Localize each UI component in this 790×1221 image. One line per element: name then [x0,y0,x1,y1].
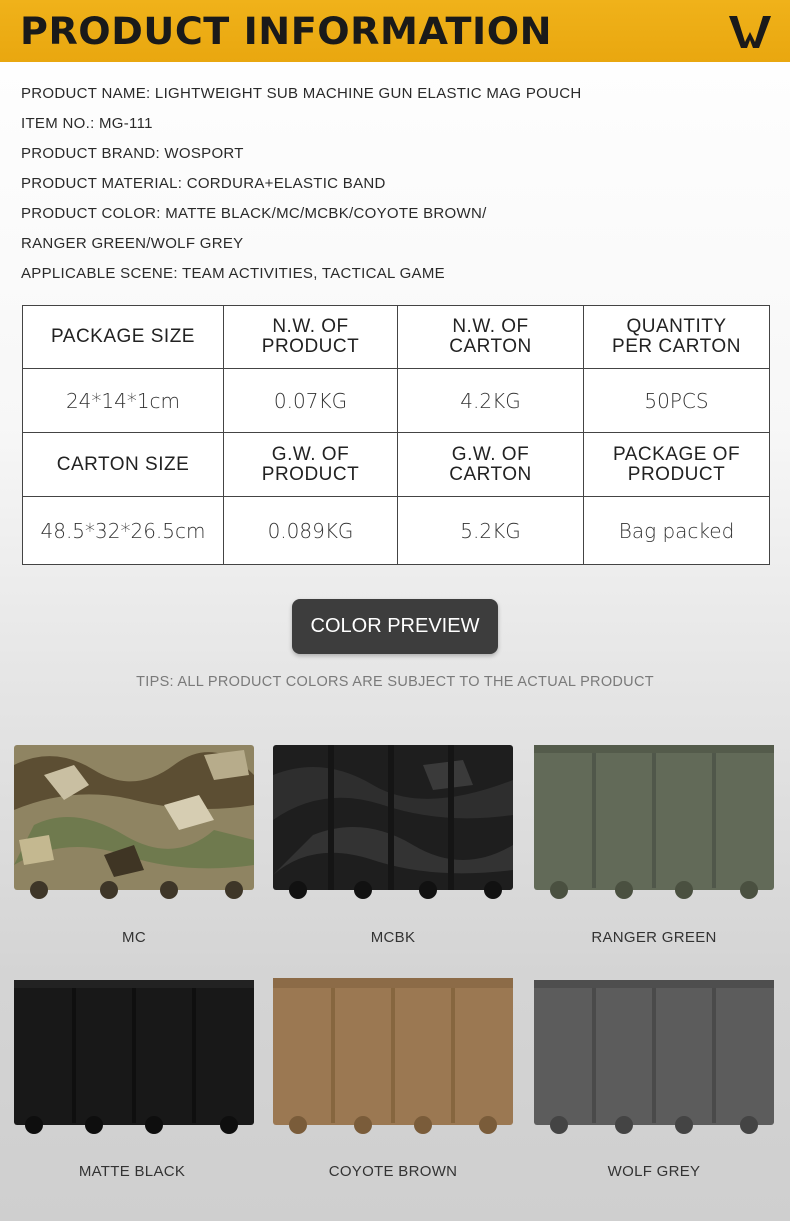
value-quantity-per-carton: 50PCS [584,369,770,433]
header-package-size: PACKAGE SIZE [23,306,224,369]
page-title: PRODUCT INFORMATION [20,10,553,53]
value-gw-product: 0.089KG [224,497,398,565]
value-package-of-product: Bag packed [584,497,770,565]
swatch-label-ranger-green: RANGER GREEN [591,929,717,946]
info-product-name: PRODUCT NAME: LIGHTWEIGHT SUB MACHINE GUN ELASTIC MAG POUCH [21,85,582,102]
color-preview-button[interactable]: COLOR PREVIEW [292,599,498,654]
pouch-mcbk-image [273,745,513,900]
swatch-mcbk-image [273,745,513,900]
swatch-mc-image [14,745,254,900]
swatch-label-mc: MC [122,929,146,946]
value-nw-carton: 4.2KG [398,369,584,433]
value-carton-size: 48.5*32*26.5cm [23,497,224,565]
info-color: PRODUCT COLOR: MATTE BLACK/MC/MCBK/COYOTE BROWN/ [21,205,487,222]
pouch-coyote-brown-image [273,978,513,1135]
value-package-size: 24*14*1cm [23,369,224,433]
header-carton-size: CARTON SIZE [23,433,224,497]
header-nw-product: N.W. OF PRODUCT [224,306,398,369]
swatch-label-wolf-grey: WOLF GREY [607,1163,701,1180]
product-info-list [21,84,761,294]
table-row [23,369,770,433]
table-row [23,433,770,497]
pouch-wolf-grey-image [534,980,774,1135]
pouch-ranger-green-image [534,745,774,900]
header-nw-carton: N.W. OF CARTON [398,306,584,369]
spec-table [22,305,770,565]
swatch-wolf-grey-image [534,980,774,1135]
pouch-mc-image [14,745,254,900]
swatch-coyote-brown-image [273,978,513,1135]
header-gw-product: G.W. OF PRODUCT [224,433,398,497]
header-gw-carton: G.W. OF CARTON [398,433,584,497]
swatch-ranger-green-image [534,745,774,900]
header-quantity-per-carton: QUANTITY PER CARTON [584,306,770,369]
value-gw-carton: 5.2KG [398,497,584,565]
info-color-cont: RANGER GREEN/WOLF GREY [21,235,244,252]
table-row [23,306,770,369]
header-bar [0,0,790,62]
info-item-no: ITEM NO.: MG-111 [21,115,153,132]
swatch-label-coyote-brown: COYOTE BROWN [328,1163,458,1180]
swatch-label-matte-black: MATTE BLACK [78,1163,186,1180]
info-brand: PRODUCT BRAND: WOSPORT [21,145,244,162]
value-nw-product: 0.07KG [224,369,398,433]
info-material: PRODUCT MATERIAL: CORDURA+ELASTIC BAND [21,175,386,192]
pouch-matte-black-image [14,980,254,1135]
info-scene: APPLICABLE SCENE: TEAM ACTIVITIES, TACTICAL GAME [21,265,445,282]
table-row [23,497,770,565]
wosport-w-logo-icon [727,14,773,50]
header-package-of-product: PACKAGE OF PRODUCT [584,433,770,497]
swatch-matte-black-image [14,980,254,1135]
swatch-label-mcbk: MCBK [370,929,416,946]
color-tips: TIPS: ALL PRODUCT COLORS ARE SUBJECT TO THE ACTUAL PRODUCT [136,674,654,690]
